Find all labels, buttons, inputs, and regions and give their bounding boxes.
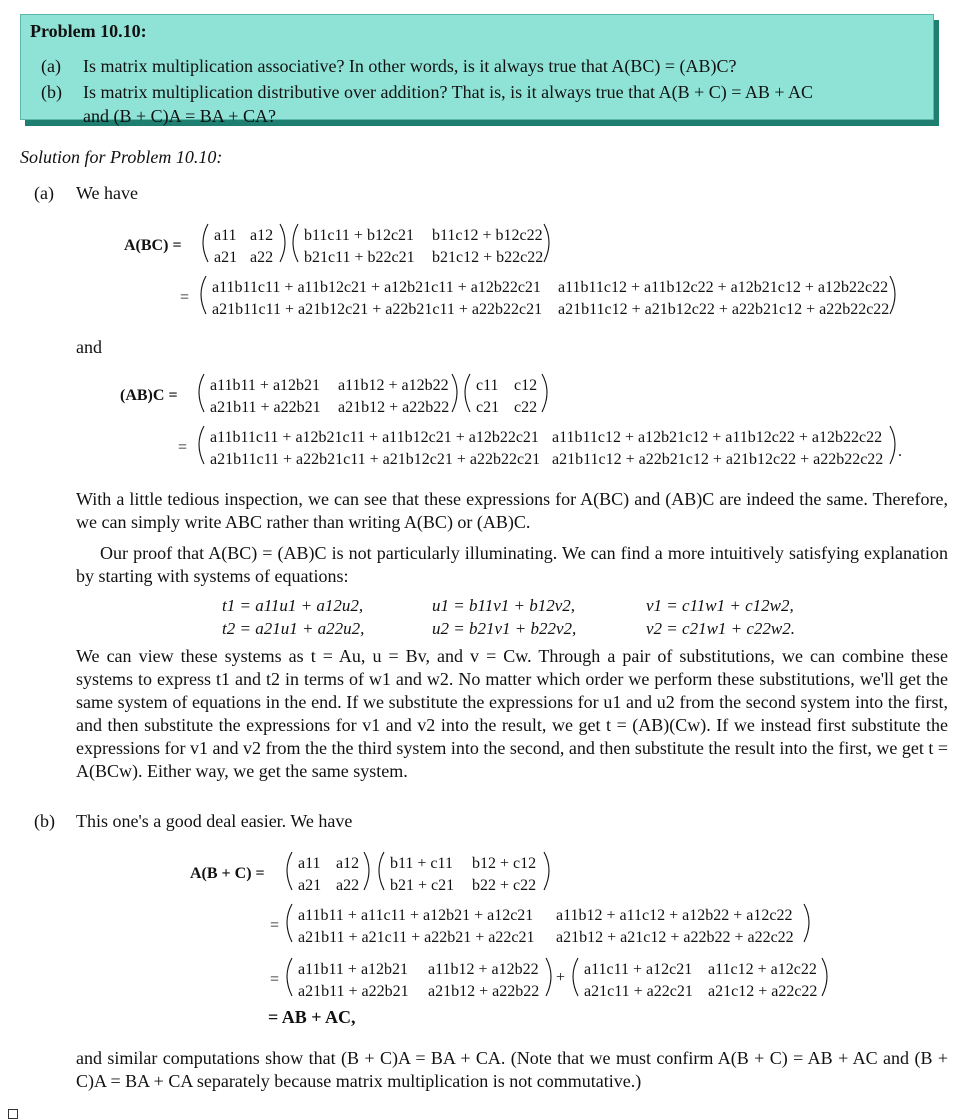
b-final: = AB + AC, [268,1007,356,1027]
part-a-and: and [76,337,102,357]
cell: a21b11 + a22b21 [298,983,409,1000]
system3-eq1: v1 = c11w1 + c12w2, [646,596,794,615]
b-matrix-A [287,852,369,894]
cell: a21b12 + a21c12 + a22b22 + a22c22 [556,929,794,946]
b-step2-eq-sign: = [270,971,280,988]
b-step1 [287,904,809,946]
cell: a21b11c12 + a22b21c12 + a21b12c22 + a22b22c22 [552,451,884,468]
b-step2-left [287,958,551,1000]
cell: a21c12 + a22c22 [708,983,818,1000]
cell: a11b11 + a12b21 [210,377,321,394]
problem-part-a-label: (a) [41,56,61,76]
eq1-matrix-A [203,224,285,266]
cell: b11 + c11 [390,855,453,872]
eq1-result [201,276,895,318]
system2-eq1: u1 = b11v1 + b12v2, [432,596,576,615]
b-matrix-BplusC [379,852,549,894]
eq1-eq-sign: = [180,289,190,306]
b-step1-eq-sign: = [270,917,280,934]
cell: b11c12 + b12c22 [432,227,543,244]
part-a-para2: Our proof that A(BC) = (AB)C is not particularly illuminating. We can find a more intuitively satisfying explanation by starting with systems of equations: [76,543,948,586]
cell: a21b11 + a22b21 [210,399,321,416]
cell: c12 [514,377,538,394]
cell: a21b11c11 + a22b21c11 + a21b12c21 + a22b22c21 [210,451,541,468]
cell: a11b11 + a12b21 [298,961,409,978]
cell: b11c11 + b12c21 [304,227,415,244]
qed-symbol [8,1109,18,1119]
cell: b21c11 + b22c21 [304,249,415,266]
part-a-intro: We have [76,183,139,203]
part-b-closing: and similar computations show that (B + C)A = BA + CA. (Note that we must confirm A(B + C) = AB + AC and (B + C)A = BA + CA separately because matrix multiplication is not commutative.) [76,1048,948,1091]
cell: a21c11 + a22c21 [584,983,693,1000]
eq2-result [199,426,895,468]
cell: a22 [250,249,274,266]
cell: b12 + c12 [472,855,537,872]
problem-part-b-text-line1: Is matrix multiplication distributive over addition? That is, is it always true that A(B + C) = AB + AC [83,82,814,102]
cell: b21c12 + b22c22 [432,249,544,266]
cell: a21b11c11 + a21b12c21 + a22b21c11 + a22b22c21 [212,301,543,318]
part-a-para1: With a little tedious inspection, we can see that these expressions for A(BC) and (AB)C are indeed the same. Therefore, we can simply write ABC rather than writing A(BC) or (AB)C. [76,489,948,532]
cell: a12 [250,227,274,244]
cell: b21 + c21 [390,877,455,894]
b-step2-plus: + [556,969,566,986]
cell: a22 [336,877,360,894]
problem-part-a-text: Is matrix multiplication associative? In other words, is it always true that A(BC) = (AB)C? [83,56,737,76]
part-a-label: (a) [34,183,54,203]
cell: a11b11c12 + a11b12c22 + a12b21c12 + a12b22c22 [558,279,889,296]
cell: a11b12 + a12b22 [428,961,539,978]
b-step2-right [573,958,827,1000]
cell: a11c12 + a12c22 [708,961,817,978]
part-b-label: (b) [34,811,55,831]
cell: c21 [476,399,500,416]
cell: c22 [514,399,538,416]
cell: a11b11c11 + a12b21c11 + a11b12c21 + a12b22c21 [210,429,539,446]
cell: a21 [214,249,238,266]
cell: a11 [298,855,321,872]
cell: a21b11c12 + a21b12c22 + a22b21c12 + a22b22c22 [558,301,890,318]
b-eq-lhs: A(B + C) = [190,865,265,882]
cell: a11b11 + a11c11 + a12b21 + a12c21 [298,907,534,924]
problem-title: Problem 10.10: [30,21,147,41]
cell: a11b12 + a11c12 + a12b22 + a12c22 [556,907,793,924]
eq2-eq-sign: = [178,439,188,456]
cell: a11b11c11 + a11b12c21 + a12b21c11 + a12b22c21 [212,279,541,296]
eq1-matrix-BC [293,224,549,266]
cell: a12 [336,855,360,872]
problem-part-b-text-line2: and (B + C)A = BA + CA? [83,106,276,126]
eq2-period: . [898,443,902,460]
problem-part-b-label: (b) [41,82,62,102]
system3-eq2: v2 = c21w1 + c22w2. [646,619,796,638]
cell: a21 [298,877,322,894]
cell: a21b12 + a22b22 [338,399,450,416]
eq2-matrix-C [465,374,547,416]
eq2-matrix-AB [199,374,457,416]
eq2-lhs: (AB)C = [120,387,178,404]
cell: a11b12 + a12b22 [338,377,449,394]
system2-eq2: u2 = b21v1 + b22v2, [432,619,577,638]
system1-eq1: t1 = a11u1 + a12u2, [222,596,364,615]
cell: a21b11 + a21c11 + a22b21 + a22c21 [298,929,535,946]
cell: b22 + c22 [472,877,537,894]
cell: c11 [476,377,499,394]
eq1-lhs: A(BC) = [124,237,182,254]
part-b-intro: This one's a good deal easier. We have [76,811,353,831]
solution-title: Solution for Problem 10.10: [20,147,223,167]
cell: a21b12 + a22b22 [428,983,540,1000]
cell: a11b11c12 + a12b21c12 + a11b12c22 + a12b22c22 [552,429,883,446]
cell: a11 [214,227,237,244]
system1-eq2: t2 = a21u1 + a22u2, [222,619,365,638]
part-a-para3: We can view these systems as t = Au, u = Bv, and v = Cw. Through a pair of substitutions, we can combine these systems to express t1 and t2 in terms of w1 and w2. No matter which order we perform these substitutions, we'll get the same system of equations in the end. If we substitute the expressions for u1 and u2 from the second system into the first, and then substitute the expressions for v1 and v2 into the result, we get t = (AB)(Cw). If we instead first substitute the expressions for v1 and v2 from the the third system into the second, and then substitute the result into the first, we get t = A(BCw). Either way, we get the same system. [76,646,948,781]
cell: a11c11 + a12c21 [584,961,693,978]
